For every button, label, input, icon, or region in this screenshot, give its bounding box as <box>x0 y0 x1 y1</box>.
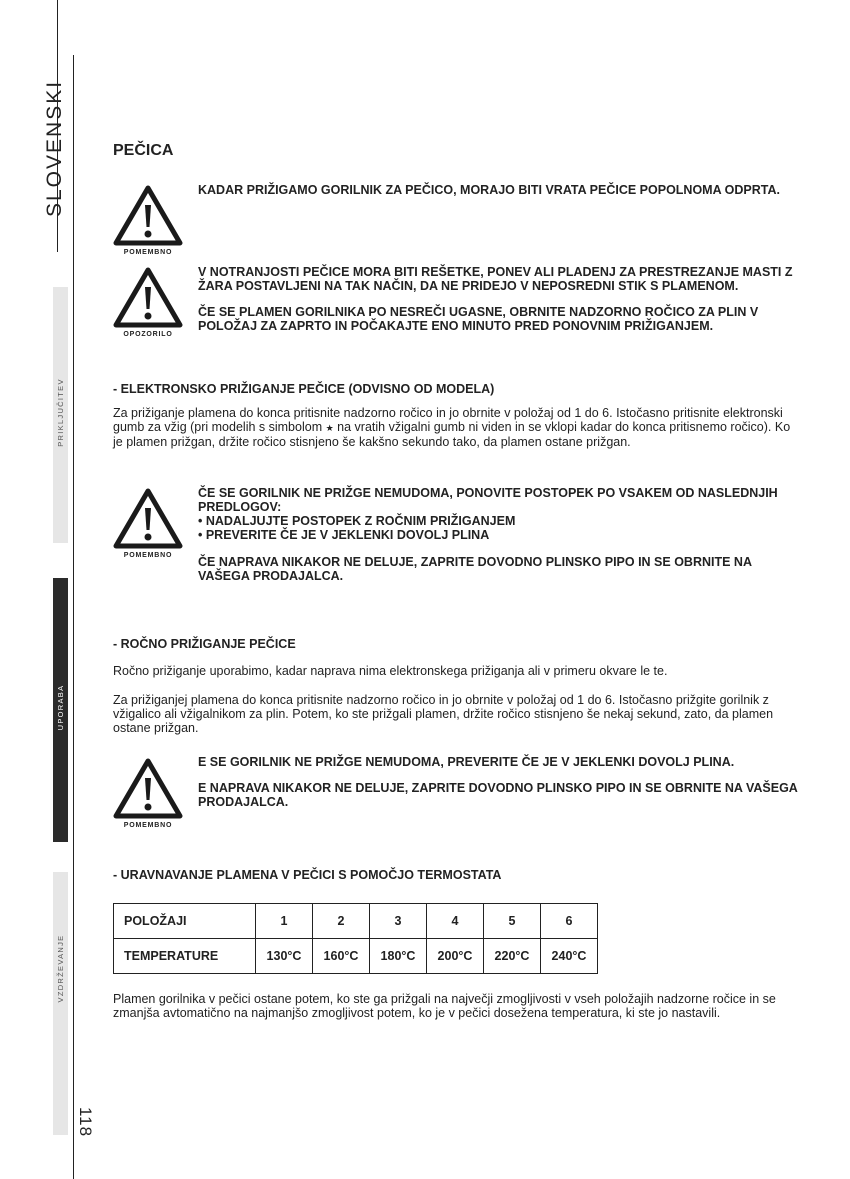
page-title: PEČICA <box>113 142 174 159</box>
warning-text <box>198 265 798 333</box>
section-title: - ROČNO PRIŽIGANJE PEČICE <box>113 637 296 651</box>
table-cell: 3 <box>370 904 427 939</box>
text-span: Za prižiganje plamena do konca pritisnite nadzorno ročico in jo obrnite v položaj od 1 do 6. Istočasno pritisnite elektronski gumb za vžig (pri modelih s simbolom <box>113 406 783 434</box>
body-paragraph: Ročno prižiganje uporabimo, kadar naprava nima elektronskega prižiganja ali v primeru okvare le te. <box>113 664 668 678</box>
warning-paragraph: ČE SE GORILNIK NE PRIŽGE NEMUDOMA, PONOVITE POSTOPEK PO VSAKEM OD NASLEDNJIH PREDLOGOV: <box>198 486 778 514</box>
text-span: na vratih vžigalni gumb ni viden in se vklopi kadar do konca pritisnemo ročico). Ko je plamen prižgan, držite ročico stisnjeno še kakšno sekundo tako, da plamen ostane prižgan. <box>113 420 791 449</box>
important-block <box>112 185 184 256</box>
body-paragraph <box>113 406 803 449</box>
important-block <box>112 488 184 559</box>
tab-label: UPORABA <box>56 684 65 731</box>
important-block <box>112 758 184 829</box>
important-label: POMEMBNO <box>123 552 173 559</box>
important-label: POMEMBNO <box>123 822 173 829</box>
thermostat-table <box>113 903 598 974</box>
warning-triangle-icon <box>113 267 183 329</box>
table-row <box>114 939 598 974</box>
warning-bullet: • PREVERITE ČE JE V JEKLENKI DOVOLJ PLINA <box>198 528 490 542</box>
table-cell: 4 <box>427 904 484 939</box>
warning-paragraph: E NAPRAVA NIKAKOR NE DELUJE, ZAPRITE DOVODNO PLINSKO PIPO IN SE OBRNITE NA VAŠEGA PRODAJALCA. <box>198 781 798 809</box>
warning-paragraph: ČE SE PLAMEN GORILNIKA PO NESREČI UGASNE, OBRNITE NADZORNO ROČICO ZA PLIN V POLOŽAJ ZA ZAPRTO IN POČAKAJTE ENO MINUTO PRED PONOVNIM PRIŽIGANJEM. <box>198 305 759 333</box>
table-cell: 160°C <box>313 939 370 974</box>
star-symbol-icon: ★ <box>325 423 334 433</box>
tab-prikljucitev[interactable] <box>53 287 68 543</box>
table-cell: 130°C <box>256 939 313 974</box>
warning-triangle-icon <box>113 488 183 550</box>
warning-paragraph: ČE NAPRAVA NIKAKOR NE DELUJE, ZAPRITE DOVODNO PLINSKO PIPO IN SE OBRNITE NA VAŠEGA PRODAJALCA. <box>198 555 752 583</box>
important-label: POMEMBNO <box>123 249 173 256</box>
table-cell: 180°C <box>370 939 427 974</box>
tab-label: PRIKLJUČITEV <box>56 378 65 447</box>
warning-paragraph: KADAR PRIŽIGAMO GORILNIK ZA PEČICO, MORAJO BITI VRATA PEČICE POPOLNOMA ODPRTA. <box>198 183 780 197</box>
tab-vzdrzevanje[interactable] <box>53 872 68 1135</box>
warning-paragraph: E SE GORILNIK NE PRIŽGE NEMUDOMA, PREVERITE ČE JE V JEKLENKI DOVOLJ PLINA. <box>198 755 735 769</box>
tab-uporaba[interactable] <box>53 578 68 842</box>
body-paragraph: Za prižiganjej plamena do konca pritisnite nadzorno ročico in jo obrnite v položaj od 1 do 6. Istočasno prižgite gorilnik z vžigalico ali vžigalnikom za plin. Potem, ko ste prižgali plamen, držite ročico stisnjeno še nekaj sekund, zato, da plamen ostane prižgan. <box>113 693 774 735</box>
warning-text <box>198 755 798 809</box>
section-title: - URAVNAVANJE PLAMENA V PEČICI S POMOČJO TERMOSTATA <box>113 868 502 882</box>
margin-line <box>73 55 74 1179</box>
warning-block <box>112 267 184 338</box>
table-row <box>114 904 598 939</box>
table-cell: 1 <box>256 904 313 939</box>
page-number: 118 <box>76 1106 96 1138</box>
warning-label: OPOZORILO <box>123 331 173 338</box>
table-cell: 220°C <box>484 939 541 974</box>
tab-label: VZDRŽEVANJE <box>56 934 65 1003</box>
warning-paragraph: V NOTRANJOSTI PEČICE MORA BITI REŠETKE, PONEV ALI PLADENJ ZA PRESTREZANJE MASTI Z ŽARA POSTAVLJENI NA TAK NAČIN, DA NE PRIDEJO V NEPOSREDNI STIK S PLAMENOM. <box>198 265 793 293</box>
language-label: SLOVENSKI <box>43 79 66 217</box>
section-title: - ELEKTRONSKO PRIŽIGANJE PEČICE (ODVISNO OD MODELA) <box>113 382 495 396</box>
warning-triangle-icon <box>113 758 183 820</box>
table-cell: 240°C <box>541 939 598 974</box>
table-row-label: TEMPERATURE <box>114 939 256 974</box>
warning-text <box>198 183 798 197</box>
table-cell: 5 <box>484 904 541 939</box>
table-cell: 2 <box>313 904 370 939</box>
warning-triangle-icon <box>113 185 183 247</box>
table-row-label: POLOŽAJI <box>114 904 256 939</box>
body-paragraph: Plamen gorilnika v pečici ostane potem, ko ste ga prižgali na največji zmogljivosti v vseh položajih nadzorne ročice in se zmanjša avtomatično na najmanjšo zmogljivost potem, ko je v pečici dosežena temperatura, ki ste jo nastavili. <box>113 992 776 1020</box>
warning-bullet: • NADALJUJTE POSTOPEK Z ROČNIM PRIŽIGANJEM <box>198 514 516 528</box>
table-cell: 200°C <box>427 939 484 974</box>
warning-text <box>198 486 798 583</box>
table-cell: 6 <box>541 904 598 939</box>
